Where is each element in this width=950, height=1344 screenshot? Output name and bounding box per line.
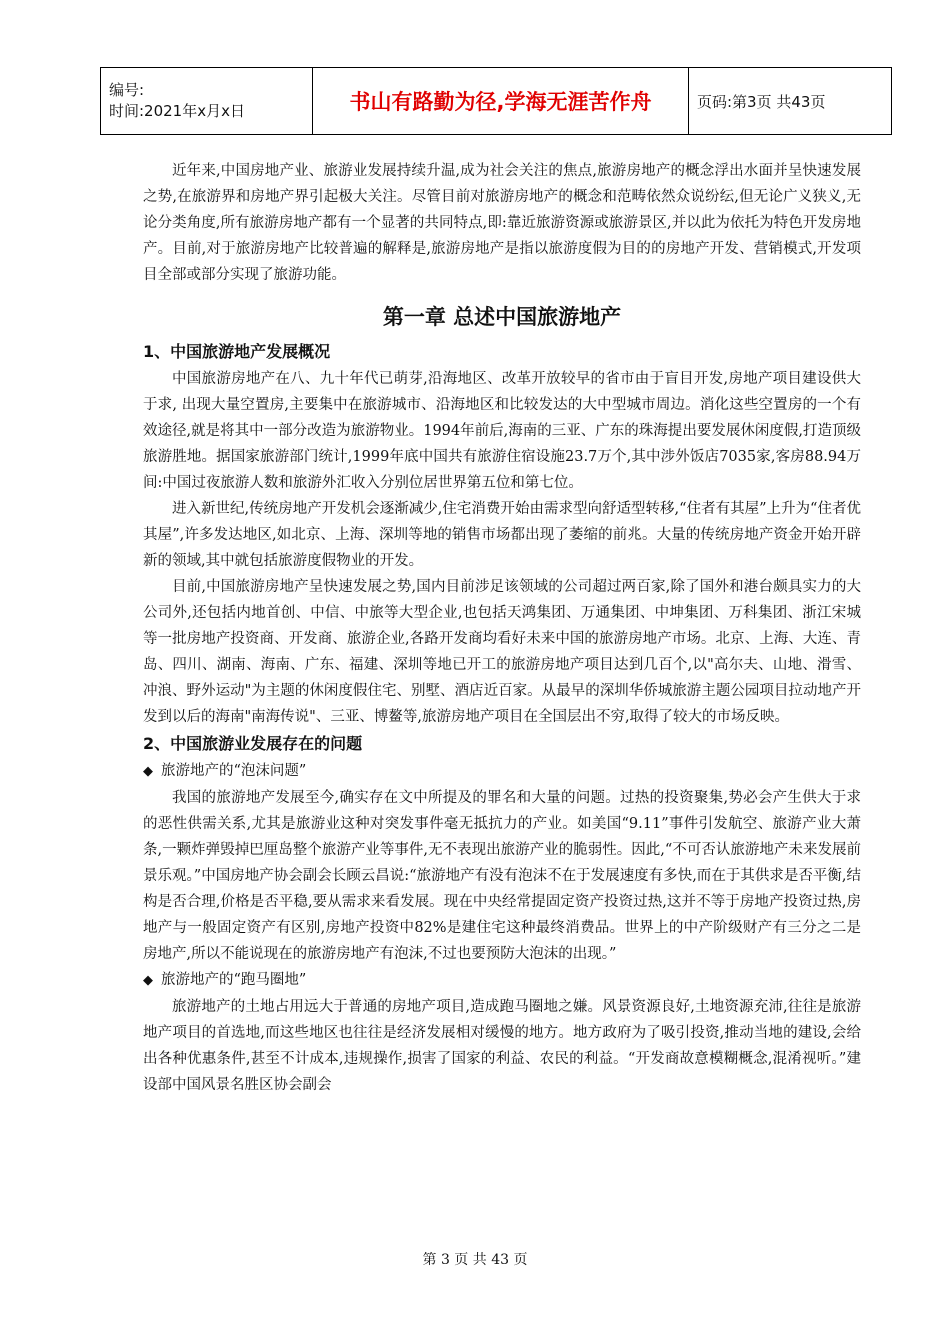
bullet-1-paragraph: 我国的旅游地产发展至今,确实存在文中所提及的罪名和大量的问题。过热的投资聚集,势必会产生供大于求的恶性供需关系,尤其是旅游业这种对突发事件毫无抵抗力的产业。如美国“9.11”事件引发航空、旅游产业大萧条,一颗炸弹毁掉巴厘岛整个旅游产业等事件,无不表现出旅游产业的脆弱性。因此,“不可否认旅游地产未来发展前景乐观。”中国房地产协会副会长顾云昌说:“旅游地产有没有泡沫不在于发展速度有多快,而在于其供求是否平衡,结构是否合理,价格是否平稳,要从需求来看发展。现在中央经常提固定资产投资过热,这并不等于房地产投资过热,房地产与一般固定资产有区别,房地产投资中82%是建住宅这种最终消费品。世界上的中产阶级财产有三分之二是房地产,所以不能说现在的旅游房地产有泡沫,不过也要预防大泡沫的出现。” [143, 790, 861, 962]
diamond-bullet-icon: ◆ [143, 764, 153, 779]
bullet-2-label: 旅游地产的“跑马圈地” [161, 972, 307, 988]
bullet-1-label: 旅游地产的“泡沫问题” [161, 763, 307, 779]
page-footer: 第 3 页 共 43 页 [422, 1252, 528, 1268]
section-1-title: 1、中国旅游地产发展概况 [143, 342, 331, 361]
header-table [100, 67, 892, 135]
diamond-bullet-icon: ◆ [143, 973, 153, 988]
page-label: 页码:第3页 共43页 [689, 68, 892, 135]
motto: 书山有路勤为径,学海无涯苦作舟 [313, 68, 689, 135]
time-label: 时间:2021年x月x日 [109, 102, 245, 120]
bullet-2 [143, 967, 861, 994]
section-2-title: 2、中国旅游业发展存在的问题 [143, 734, 363, 753]
section-1-paragraph-2: 进入新世纪,传统房地产开发机会逐渐减少,住宅消费开始由需求型向舒适型转移,“住者有其屋”上升为“住者优其屋”,许多发达地区,如北京、上海、深圳等地的销售市场都出现了萎缩的前兆。大量的传统房地产资金开始开辟新的领域,其中就包括旅游度假物业的开发。 [143, 501, 861, 569]
section-1-paragraph-1: 中国旅游房地产在八、九十年代已萌芽,沿海地区、改革开放较早的省市由于盲目开发,房地产项目建设供大于求, 出现大量空置房,主要集中在旅游城市、沿海地区和比较发达的大中型城市周边。消化这些空置房的一个有效途径,就是将其中一部分改造为旅游物业。1994年前后,海南的三亚、广东的珠海提出要发展休闲度假,打造顶级旅游胜地。据国家旅游部门统计,1999年底中国共有旅游住宿设施23.7万个,其中涉外饭店7035家,客房88.94万间:中国过夜旅游人数和旅游外汇收入分别位居世界第五位和第七位。 [143, 371, 861, 491]
number-label: 编号: [109, 81, 145, 99]
document-body [143, 158, 861, 1098]
bullet-1 [143, 758, 861, 785]
chapter-title: 第一章 总述中国旅游地产 [382, 305, 622, 329]
section-1-paragraph-3: 目前,中国旅游房地产呈快速发展之势,国内目前涉足该领域的公司超过两百家,除了国外和港台颇具实力的大公司外,还包括内地首创、中信、中旅等大型企业,也包括天鸿集团、万通集团、中坤集团、万科集团、浙江宋城等一批房地产投资商、开发商、旅游企业,各路开发商均看好未来中国的旅游房地产市场。北京、上海、大连、青岛、四川、湖南、海南、广东、福建、深圳等地已开工的旅游房地产项目达到几百个,以"高尔夫、山地、滑雪、冲浪、野外运动"为主题的休闲度假住宅、别墅、酒店近百家。从最早的深圳华侨城旅游主题公园项目拉动地产开发到以后的海南"南海传说"、三亚、博鳌等,旅游房地产项目在全国层出不穷,取得了较大的市场反映。 [143, 579, 861, 725]
header-left-cell [101, 68, 313, 135]
intro-paragraph: 近年来,中国房地产业、旅游业发展持续升温,成为社会关注的焦点,旅游房地产的概念浮出水面并呈快速发展之势,在旅游界和房地产界引起极大关注。尽管目前对旅游房地产的概念和范畴依然众说纷纭,但无论广义狭义,无论分类角度,所有旅游房地产都有一个显著的共同特点,即:靠近旅游资源或旅游景区,并以此为依托为特色开发房地产。目前,对于旅游房地产比较普遍的解释是,旅游房地产是指以旅游度假为目的的房地产开发、营销模式,开发项目全部或部分实现了旅游功能。 [143, 163, 861, 283]
bullet-2-paragraph: 旅游地产的土地占用远大于普通的房地产项目,造成跑马圈地之嫌。风景资源良好,土地资源充沛,往往是旅游地产项目的首选地,而这些地区也往往是经济发展相对缓慢的地方。地方政府为了吸引投资,推动当地的建设,会给出各种优惠条件,甚至不计成本,违规操作,损害了国家的利益、农民的利益。“开发商故意模糊概念,混淆视听。”建设部中国风景名胜区协会副会 [143, 999, 861, 1093]
